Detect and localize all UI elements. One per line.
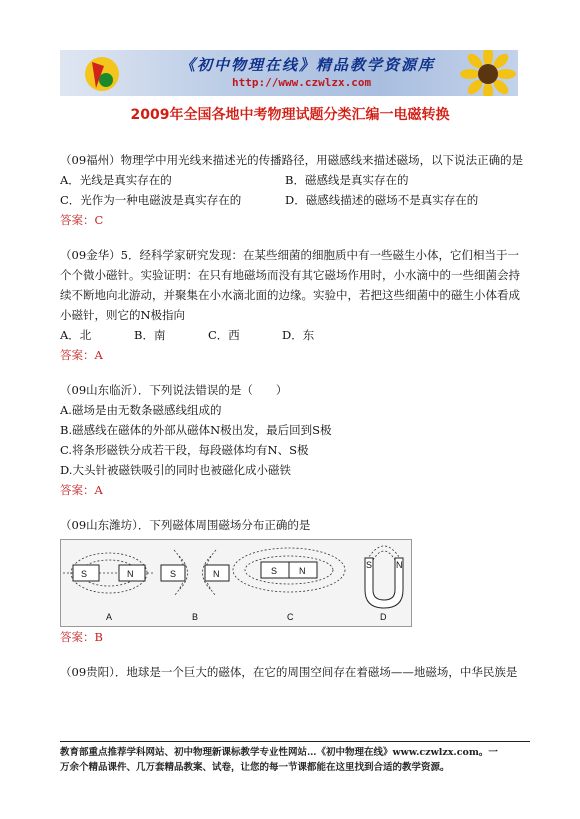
sunflower-icon — [460, 50, 516, 96]
q2-option-a: A．北 — [60, 328, 92, 342]
q1-options-row-1 — [60, 170, 530, 190]
q1-option-a: A．光线是真实存在的 — [60, 173, 172, 187]
fig-d-s-label: S — [366, 560, 373, 570]
site-logo-icon — [82, 54, 122, 94]
fig-label-c: C — [287, 612, 294, 622]
q5-stem: （09贵阳）．地球是一个巨大的磁体，在它的周围空间存在着磁场——地磁场，中华民族是 — [60, 665, 518, 679]
fig-label-b: B — [192, 612, 199, 622]
fig-c-s-label: S — [271, 566, 278, 576]
q3-stem: （09山东临沂）．下列说法错误的是（ ） — [60, 383, 288, 397]
q4-stem: （09山东潍坊）．下列磁体周围磁场分布正确的是 — [60, 518, 311, 532]
q1-stem: （09福州）物理学中用光线来描述光的传播路径，用磁感线来描述磁场，以下说法正确的是 — [60, 153, 524, 167]
q2-answer: 答案：A — [60, 348, 103, 362]
magnet-field-diagram — [61, 540, 411, 626]
q3-option-a: A.磁场是由无数条磁感线组成的 — [60, 403, 222, 417]
q3-option-c: C.将条形磁铁分成若干段，每段磁体均有N、S极 — [60, 443, 309, 457]
page-footer — [60, 741, 530, 775]
q2-option-c: C．西 — [208, 328, 240, 342]
fig-b-n-label: N — [213, 569, 220, 579]
q4-answer: 答案：B — [60, 630, 103, 644]
footer-line-2: 万余个精品课件、几万套精品教案、试卷，让您的每一节课都能在这里找到合适的教学资源。 — [60, 762, 450, 773]
q1-option-c: C．光作为一种电磁波是真实存在的 — [60, 193, 242, 207]
banner-url[interactable]: http://www.czwlzx.com — [232, 76, 372, 89]
fig-label-d: D — [380, 612, 387, 622]
fig-b-s-label: S — [170, 569, 177, 579]
banner-title: 《初中物理在线》精品教学资源库 — [180, 56, 436, 74]
fig-d-n-label: N — [396, 560, 403, 570]
question-list — [60, 150, 530, 682]
q2-line-1: （09金华）5．经科学家研究发现：在某些细菌的细胞质中有一些磁生小体，它们相当于一 — [60, 248, 519, 262]
q2-line-3: 续不断地向北游动，并聚集在小水滴北面的边缘。实验中，若把这些细菌中的磁生小体看成 — [60, 288, 520, 302]
q1-options-row-2 — [60, 190, 530, 210]
site-banner — [60, 50, 518, 96]
q3-option-d: D.大头针被磁铁吸引的同时也被磁化成小磁铁 — [60, 463, 291, 477]
q2-option-b: B．南 — [134, 328, 166, 342]
q3-answer: 答案：A — [60, 483, 103, 497]
document-title: 2009年全国各地中考物理试题分类汇编一电磁转换 — [130, 107, 450, 123]
q2-options — [60, 325, 530, 345]
q2-line-2: 个个微小磁针。实验证明：在只有地磁场而没有其它磁场作用时，小水滴中的一些细菌会持 — [60, 268, 520, 282]
fig-label-a: A — [106, 612, 113, 622]
q2-line-4: 小磁针，则它的N极指向 — [60, 308, 186, 322]
footer-line-1: 教育部重点推荐学科网站、初中物理新课标教学专业性网站…《初中物理在线》www.czwlzx.com。一 — [60, 747, 498, 758]
fig-c-n-label: N — [299, 566, 306, 576]
magnet-field-figure — [60, 539, 412, 627]
q1-option-b: B．磁感线是真实存在的 — [285, 173, 409, 187]
fig-a-s-label: S — [81, 569, 88, 579]
q1-answer: 答案：C — [60, 213, 104, 227]
fig-a-n-label: N — [127, 569, 134, 579]
q1-option-d: D．磁感线描述的磁场不是真实存在的 — [285, 193, 479, 207]
q3-option-b: B.磁感线在磁体的外部从磁体N极出发，最后回到S极 — [60, 423, 332, 437]
q2-option-d: D．东 — [282, 328, 315, 342]
